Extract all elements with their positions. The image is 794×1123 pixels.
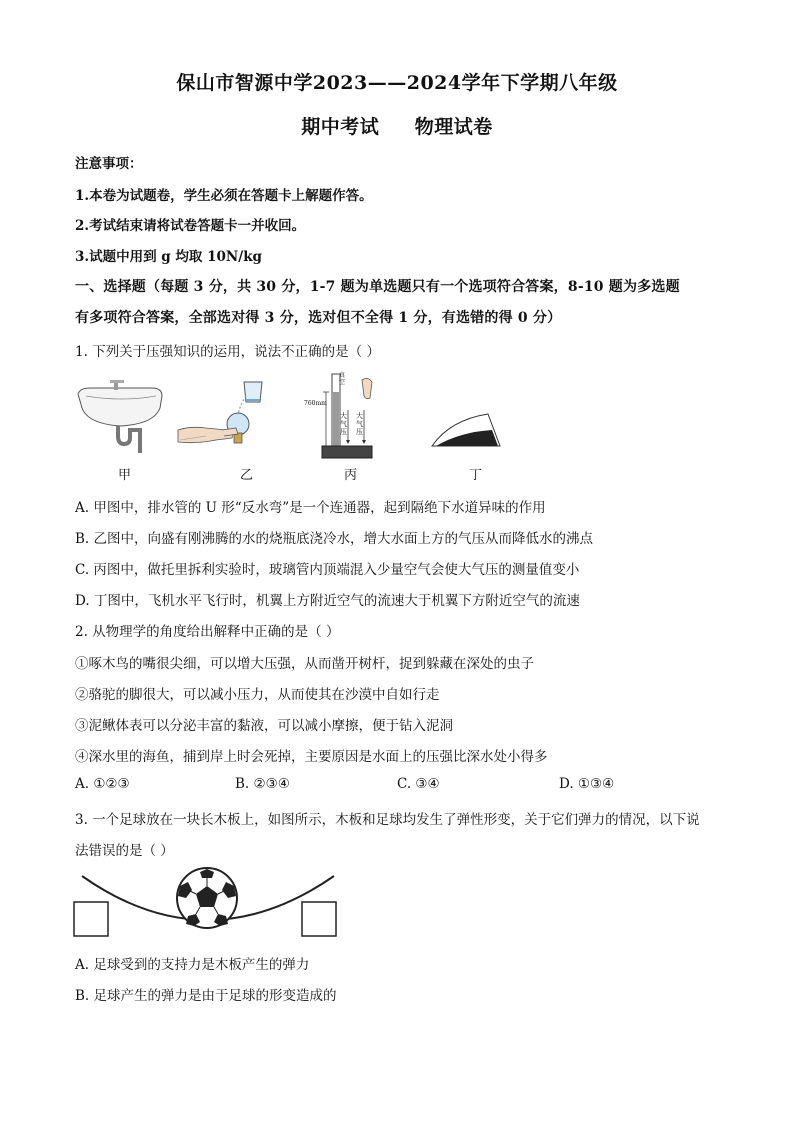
q2-statement-3: ③泥鳅体表可以分泌丰富的黏液，可以减小摩擦，便于钻入泥洞 (75, 718, 453, 734)
q1-option-b: B. 乙图中，向盛有刚沸腾的水的烧瓶底浇冷水，增大水面上方的气压从而降低水的沸点 (75, 531, 594, 547)
q1-option-d: D. 丁图中，飞机水平飞行时，机翼上方附近空气的流速大于机翼下方附近空气的流速 (75, 593, 580, 609)
q2-option-b: B. ②③④ (235, 776, 290, 792)
exam-title-line2: 期中考试 物理试卷 (301, 116, 493, 138)
sink-figure (76, 378, 166, 456)
figure-label-bing: 丙 (344, 468, 358, 483)
note-item-2: 2.考试结束请将试卷答题卡一并收回。 (75, 218, 306, 234)
q2-option-d: D. ①③④ (559, 776, 615, 792)
notes-heading: 注意事项： (75, 156, 143, 172)
q2-statement-4: ④深水里的海鱼，捕到岸上时会死掉，主要原因是水面上的压强比深水处小得多 (75, 749, 548, 765)
q1-option-c: C. 丙图中，做托里拆利实验时，玻璃管内顶端混入少量空气会使大气压的测量值变小 (75, 562, 580, 578)
figure-label-yi: 乙 (240, 468, 254, 483)
q2-option-a: A. ①②③ (75, 776, 130, 792)
torricelli-figure (318, 370, 380, 462)
section1-instructions-line2: 有多项符合答案，全部选对得 3 分，选对但不全得 1 分，有选错的得 0 分） (75, 310, 562, 326)
q1-stem: 1. 下列关于压强知识的运用，说法不正确的是（ ） (75, 344, 380, 360)
q3-stem-line2: 法错误的是（ ） (75, 843, 174, 859)
football-board-figure (72, 864, 342, 944)
q2-options (75, 776, 725, 792)
pressure-label-left: 大气压 (340, 412, 347, 436)
q3-option-a: A. 足球受到的支持力是木板产生的弹力 (75, 957, 310, 973)
q2-statement-1: ①啄木鸟的嘴很尖细，可以增大压强，从而凿开树杆，捉到躲藏在深处的虫子 (75, 656, 534, 672)
q1-option-a: A. 甲图中，排水管的 U 形“反水弯”是一个连通器，起到隔绝下水道异味的作用 (75, 500, 546, 516)
q3-stem-line1: 3. 一个足球放在一块长木板上，如图所示，木板和足球均发生了弹性形变，关于它们弹力的情况，以下说 (75, 812, 700, 828)
flask-figure (176, 378, 276, 458)
q3-option-b: B. 足球产生的弹力是由于足球的形变造成的 (75, 988, 337, 1004)
q2-statement-2: ②骆驼的脚很大，可以减小压力，从而使其在沙漠中自如行走 (75, 687, 440, 703)
pressure-label-right: 大气压 (356, 412, 363, 436)
exam-title-line1: 保山市智源中学2023——2024学年下学期八年级 (176, 72, 618, 94)
vacuum-label: 真空 (339, 372, 346, 386)
figure-label-ding: 丁 (469, 468, 483, 483)
height-label: 760mm (304, 400, 327, 407)
wing-figure (430, 410, 502, 452)
section1-instructions-line1: 一、选择题（每题 3 分，共 30 分，1-7 题为单选题只有一个选项符合答案，8-10 题为多选题 (75, 279, 680, 295)
q2-stem: 2. 从物理学的角度给出解释中正确的是（ ） (75, 624, 340, 640)
note-item-1: 1.本卷为试题卷，学生必须在答题卡上解题作答。 (75, 188, 373, 204)
q2-option-c: C. ③④ (397, 776, 440, 792)
figure-label-jia: 甲 (118, 468, 132, 483)
note-item-3: 3.试题中用到 g 均取 10N/kg (75, 249, 262, 265)
